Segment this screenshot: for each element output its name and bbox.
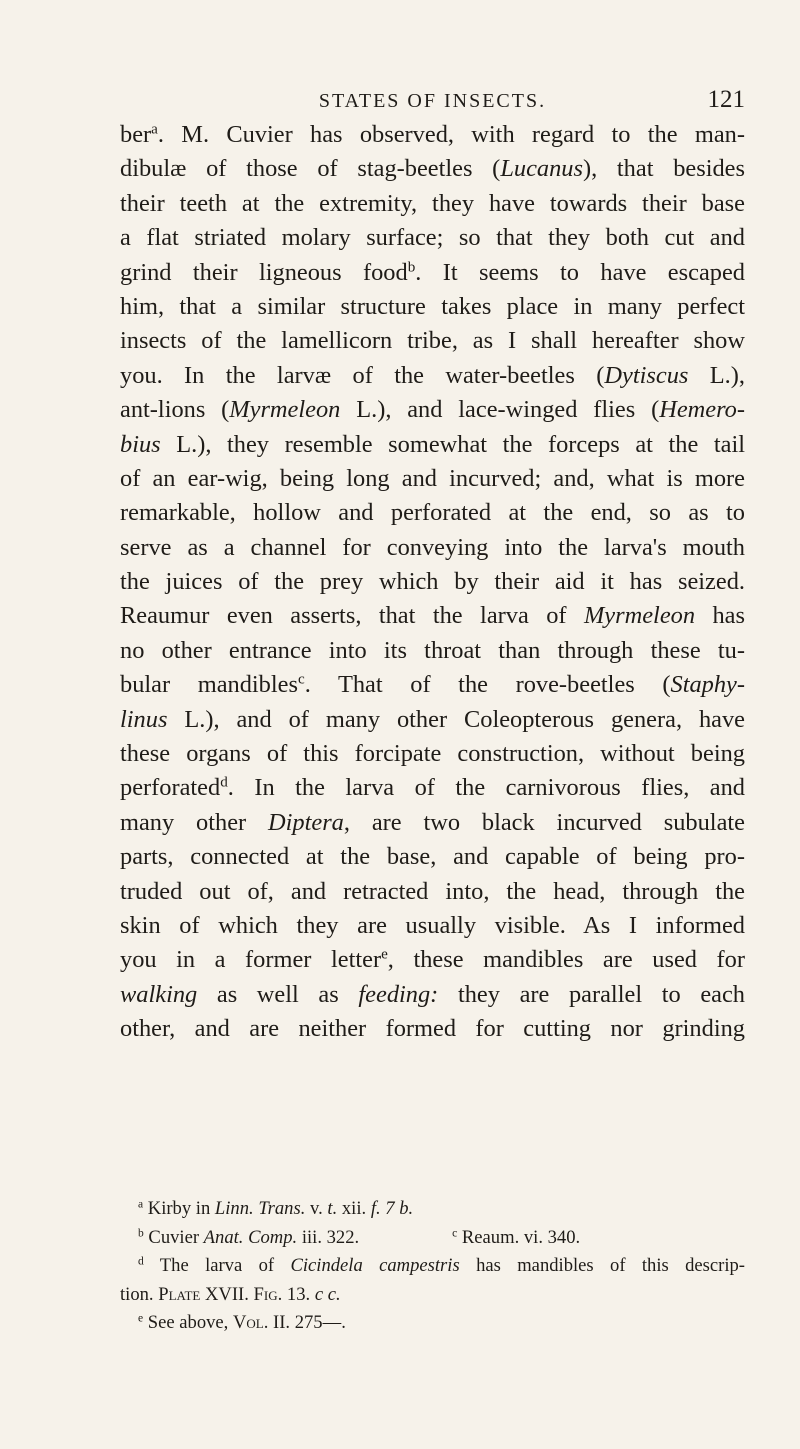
- text-run: . That of the rove-beetles (: [304, 671, 671, 699]
- text-line: [120, 221, 745, 255]
- text-line: [120, 118, 745, 152]
- footnote-marker: a: [151, 121, 158, 138]
- text-run: ), that besides: [582, 155, 745, 183]
- text-line: [120, 978, 745, 1012]
- italic-text: c c.: [314, 1283, 341, 1305]
- text-run: insects of the lamellicorn tribe, as I shall hereafter show: [120, 327, 745, 355]
- italic-text: Cicindela campestris: [290, 1255, 460, 1277]
- text-run: skin of which they are usually visible. As I informed: [120, 911, 745, 939]
- text-run: they are parallel to each: [438, 980, 745, 1008]
- text-run: no other entrance into its throat than through these tu-: [120, 636, 745, 664]
- footnote-line: [120, 1224, 745, 1253]
- small-caps-text: Plate: [158, 1283, 201, 1305]
- text-run: L.), they resemble somewhat the forceps at the tail: [160, 430, 745, 458]
- footnote-marker: b: [138, 1227, 144, 1240]
- running-head: STATES OF INSECTS.: [318, 90, 547, 112]
- footnote-marker: e: [381, 947, 388, 964]
- text-run: other, and are neither formed for cutting nor grinding: [120, 1015, 745, 1043]
- text-run: the juices of the prey which by their aid it has seized.: [120, 568, 745, 596]
- page-number: 121: [707, 86, 745, 113]
- italic-text: Diptera: [268, 808, 344, 836]
- text-run: , these mandibles are used for: [387, 946, 745, 974]
- text-run: Reaum. vi. 340.: [457, 1226, 581, 1248]
- text-run: these organs of this forcipate construction, without being: [120, 740, 745, 768]
- text-run: has: [695, 602, 745, 630]
- text-run: iii. 322.: [297, 1226, 453, 1248]
- text-run: grind their ligneous food: [120, 258, 408, 286]
- page-header: [120, 86, 745, 116]
- text-line: [120, 909, 745, 943]
- text-line: [120, 496, 745, 530]
- footnote-marker: d: [138, 1255, 144, 1268]
- italic-text: bius: [120, 430, 161, 458]
- text-run: L.), and of many other Coleopterous genera, have: [167, 705, 745, 733]
- text-line: [120, 771, 745, 805]
- footnote-marker: c: [452, 1227, 458, 1240]
- italic-text: Lucanus: [500, 155, 583, 183]
- small-caps-text: Vol.: [232, 1312, 269, 1334]
- text-run: many other: [120, 808, 268, 836]
- footnote-line: [120, 1281, 745, 1310]
- text-run: xii.: [337, 1198, 371, 1219]
- footnote-marker: c: [297, 671, 305, 688]
- text-run: L.),: [688, 361, 745, 389]
- italic-text: Myrmeleon: [583, 602, 696, 630]
- text-run: tion.: [120, 1283, 159, 1305]
- text-line: [120, 565, 745, 599]
- text-run: Reaumur even asserts, that the larva of: [120, 602, 584, 630]
- text-run: their teeth at the extremity, they have towards their base: [120, 189, 745, 217]
- body-text: [120, 118, 745, 1047]
- italic-text: Anat. Comp.: [203, 1226, 298, 1248]
- text-run: as well as: [197, 980, 359, 1008]
- italic-text: Linn. Trans.: [214, 1198, 306, 1219]
- text-line: [120, 152, 745, 186]
- italic-text: f. 7 b.: [370, 1198, 414, 1219]
- footnote-marker: a: [138, 1198, 144, 1211]
- italic-text: t.: [327, 1198, 338, 1219]
- italic-text: Myrmeleon: [229, 396, 341, 424]
- text-line: [120, 703, 745, 737]
- text-run: . It seems to have escaped: [415, 258, 745, 286]
- text-line: [120, 737, 745, 771]
- footnote-line: [120, 1252, 745, 1281]
- text-line: [120, 531, 745, 565]
- text-run: . In the larva of the carnivorous flies, and: [227, 774, 745, 802]
- footnote-marker: d: [220, 775, 228, 792]
- text-run: you in a former letter: [120, 946, 382, 974]
- text-run: serve as a channel for conveying into the larva's mouth: [120, 533, 745, 561]
- text-line: [120, 462, 745, 496]
- text-run: bular mandibles: [120, 671, 298, 699]
- italic-text: linus: [120, 705, 168, 733]
- text-run: , are two black incurved subulate: [343, 808, 745, 836]
- footnote-marker: b: [407, 259, 416, 276]
- text-run: of an ear-wig, being long and incurved; and, what is more: [120, 464, 745, 492]
- text-run: 13.: [282, 1283, 315, 1305]
- text-run: Cuvier: [143, 1226, 204, 1248]
- text-run: ant-lions (: [120, 396, 230, 424]
- italic-text: Dytiscus: [604, 361, 689, 389]
- footnote-marker: e: [138, 1313, 144, 1326]
- text-run: has mandibles of this descrip-: [459, 1255, 745, 1277]
- italic-text: Staphy-: [670, 671, 746, 699]
- small-caps-text: Fig.: [253, 1283, 283, 1305]
- footnote-line: [120, 1309, 745, 1338]
- text-run: perforated: [120, 774, 221, 802]
- text-line: [120, 1012, 745, 1046]
- italic-text: Hemero-: [659, 396, 745, 424]
- text-run: The larva of: [143, 1255, 291, 1277]
- italic-text: walking: [120, 980, 198, 1008]
- text-run: XVII.: [200, 1283, 254, 1305]
- text-run: a flat striated molary surface; so that they both cut and: [120, 224, 745, 252]
- text-line: [120, 875, 745, 909]
- text-run: v.: [305, 1198, 328, 1219]
- text-run: See above,: [143, 1312, 233, 1334]
- text-line: [120, 324, 745, 358]
- text-run: remarkable, hollow and perforated at the end, so as to: [120, 499, 745, 527]
- text-line: [120, 599, 745, 633]
- text-run: II. 275—.: [268, 1312, 346, 1334]
- text-line: [120, 393, 745, 427]
- italic-text: feeding:: [358, 980, 439, 1008]
- text-line: [120, 806, 745, 840]
- text-run: . M. Cuvier has observed, with regard to the man-: [157, 121, 745, 148]
- text-line: [120, 359, 745, 393]
- text-run: L.), and lace-winged flies (: [340, 396, 660, 424]
- text-run: ber: [120, 121, 152, 148]
- footnote-line: [120, 1195, 745, 1224]
- text-run: Kirby in: [143, 1198, 215, 1219]
- text-line: [120, 668, 745, 702]
- text-run: him, that a similar structure takes place in many perfect: [120, 292, 745, 320]
- text-line: [120, 290, 745, 324]
- text-line: [120, 840, 745, 874]
- text-line: [120, 187, 745, 221]
- text-run: you. In the larvæ of the water-beetles (: [120, 361, 605, 389]
- footnotes: [120, 1195, 745, 1338]
- text-line: [120, 256, 745, 290]
- text-run: truded out of, and retracted into, the head, through the: [120, 877, 745, 905]
- text-line: [120, 634, 745, 668]
- text-line: [120, 943, 745, 977]
- text-line: [120, 428, 745, 462]
- text-run: parts, connected at the base, and capable of being pro-: [120, 843, 745, 871]
- text-run: dibulæ of those of stag-beetles (: [120, 155, 501, 183]
